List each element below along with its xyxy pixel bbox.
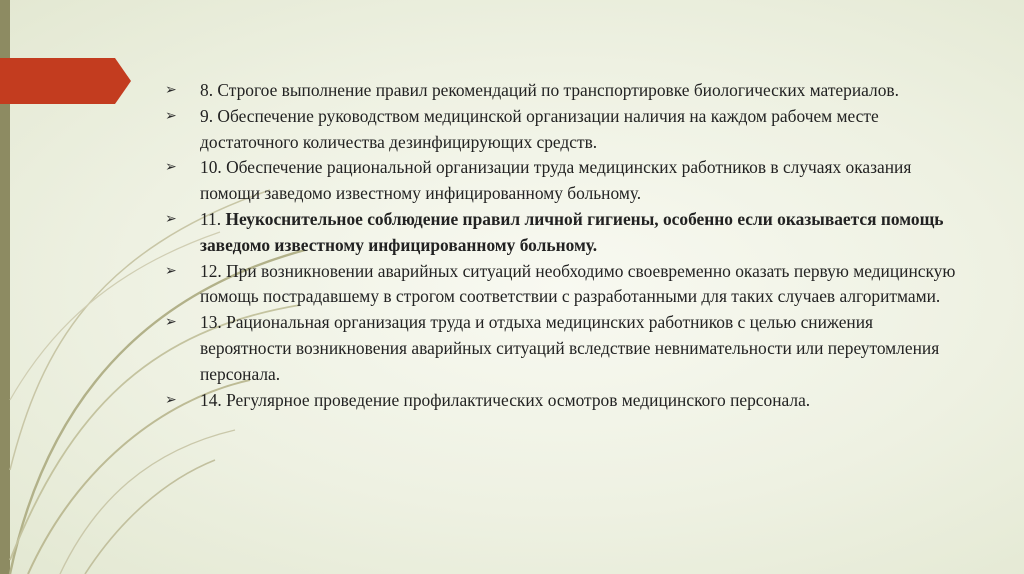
arrow-bullet-icon: ➢ bbox=[165, 159, 177, 176]
list-item-text-bold: Неукоснительное соблюдение правил личной гигиены, особенно если оказывается помощь заведомо известному инфицированному больному. bbox=[200, 208, 944, 255]
list-item-text: 8. Строгое выполнение правил рекомендаций по транспортировке биологических материалов. bbox=[200, 80, 899, 100]
list-item bbox=[165, 310, 965, 387]
list-item bbox=[165, 78, 965, 104]
accent-arrow-banner bbox=[0, 58, 131, 104]
bullet-list bbox=[165, 78, 965, 413]
list-item-text: 9. Обеспечение руководством медицинской организации наличия на каждом рабочем месте достаточного количества дезинфицирующих средств. bbox=[200, 105, 879, 152]
list-item bbox=[165, 104, 965, 156]
list-item bbox=[165, 259, 965, 311]
list-item-text: 14. Регулярное проведение профилактических осмотров медицинского персонала. bbox=[200, 389, 811, 410]
arrow-bullet-icon: ➢ bbox=[165, 82, 177, 98]
list-item-text: 10. Обеспечение рациональной организации труда медицинских работников в случаях оказания помощи заведомо известному инфицированному больному. bbox=[200, 157, 912, 204]
arrow-bullet-icon: ➢ bbox=[165, 314, 177, 331]
list-item-number: 11. bbox=[200, 208, 226, 229]
list-item bbox=[165, 388, 965, 414]
arrow-bullet-icon: ➢ bbox=[165, 391, 177, 408]
list-item-text: 12. При возникновении аварийных ситуаций необходимо своевременно оказать первую медицинскую помощь пострадавшему в строгом соответствии с разработанными для таких случаев алгоритмами. bbox=[200, 260, 956, 307]
arrow-bullet-icon: ➢ bbox=[165, 262, 177, 279]
arrow-bullet-icon: ➢ bbox=[165, 210, 177, 227]
list-item bbox=[165, 207, 965, 259]
list-item-text: 13. Рациональная организация труда и отдыха медицинских работников с целью снижения вероятности возникновения аварийных ситуаций вследствие невнимательности или переутомления персонала. bbox=[200, 312, 940, 384]
list-item bbox=[165, 155, 965, 207]
arrow-bullet-icon: ➢ bbox=[165, 107, 177, 124]
